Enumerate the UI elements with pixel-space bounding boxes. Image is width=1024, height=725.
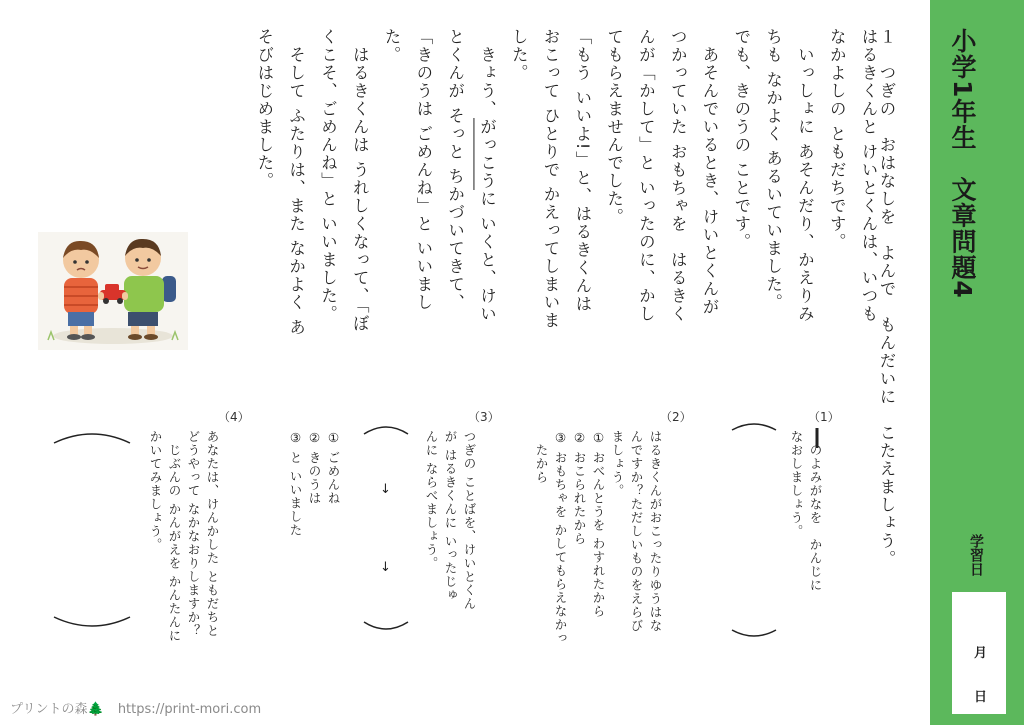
worksheet-title: 小学1年生 文章問題4 bbox=[948, 28, 977, 299]
day-label: 日 bbox=[974, 690, 988, 705]
q3-text: つぎの ことばを、けいとくん が はるきくんに いったじゅ んに ならべましょう。 bbox=[424, 430, 477, 611]
q4-number: （4） bbox=[218, 410, 250, 424]
q1-text: のよみがなを かんじに なおしましょう。 bbox=[789, 430, 823, 592]
q2-number: （2） bbox=[660, 410, 692, 424]
q3-answer-bracket[interactable] bbox=[360, 420, 412, 640]
two-boys-illustration bbox=[38, 232, 188, 350]
instruction: １ つぎの おはなしを よんで もんだいに こたえましょう。 bbox=[877, 28, 896, 568]
q4-text: あなたは、けんかした ともだちと どうやって なかなおりしますか？ じぶんの かんがえを かんたんに かいてみましょう。 bbox=[148, 430, 220, 643]
q2-text: はるきくんがおこったりゆうはな んですか？ただしいものをえらび ましょう。 ① おべんとうを わすれたから ② おこられたから ③ おもちゃを かしてもらえなかっ たから bbox=[534, 430, 663, 645]
q1-answer-bracket[interactable] bbox=[728, 420, 780, 640]
q3-choices: ① ごめんね ② きのうは ③ と いいました bbox=[288, 430, 341, 537]
study-date-label: 学習日 bbox=[968, 534, 984, 576]
q3-arrow-2: ↓ bbox=[380, 560, 391, 575]
underlined-word: がっこう bbox=[477, 118, 497, 190]
date-box bbox=[952, 592, 1006, 714]
footer-brand: プリントの森🌲 bbox=[10, 702, 104, 717]
story-part-1: はるきくんと けいとくんは、いつも なかよしの ともだちです。 いっしょに あそんだり、かえりみ ちも なかよく あるいていました。 でも、きのうの ことです。 あそんでいるとき、けいとくんが つかっていた おもちゃを はるきく んが「かして」と いったのに、かし てもらえませんでした。 「もう いいよ!」と、はるきくんは おこって ひとりで かえってしまいま した。 きょう、 bbox=[477, 28, 878, 330]
story-text bbox=[169, 28, 884, 368]
q4-answer-bracket[interactable] bbox=[50, 425, 134, 635]
q1-number: （1） bbox=[808, 410, 840, 424]
month-label: 月 bbox=[974, 646, 988, 661]
footer bbox=[10, 698, 271, 717]
q3-arrow-1: ↓ bbox=[380, 482, 391, 497]
footer-url[interactable]: https://print-mori.com bbox=[117, 702, 262, 717]
story-part-2: に いくと、けい とくんが そっと ちかづいてきて、 「きのうは ごめんね」と いいまし た。 はるきくんは うれしくなって、「ぼ くこそ、ごめんね」と いいました。 そして ふたりは、また なかよく あ そびはじめました。 bbox=[254, 28, 497, 337]
q3-number: （3） bbox=[468, 410, 500, 424]
